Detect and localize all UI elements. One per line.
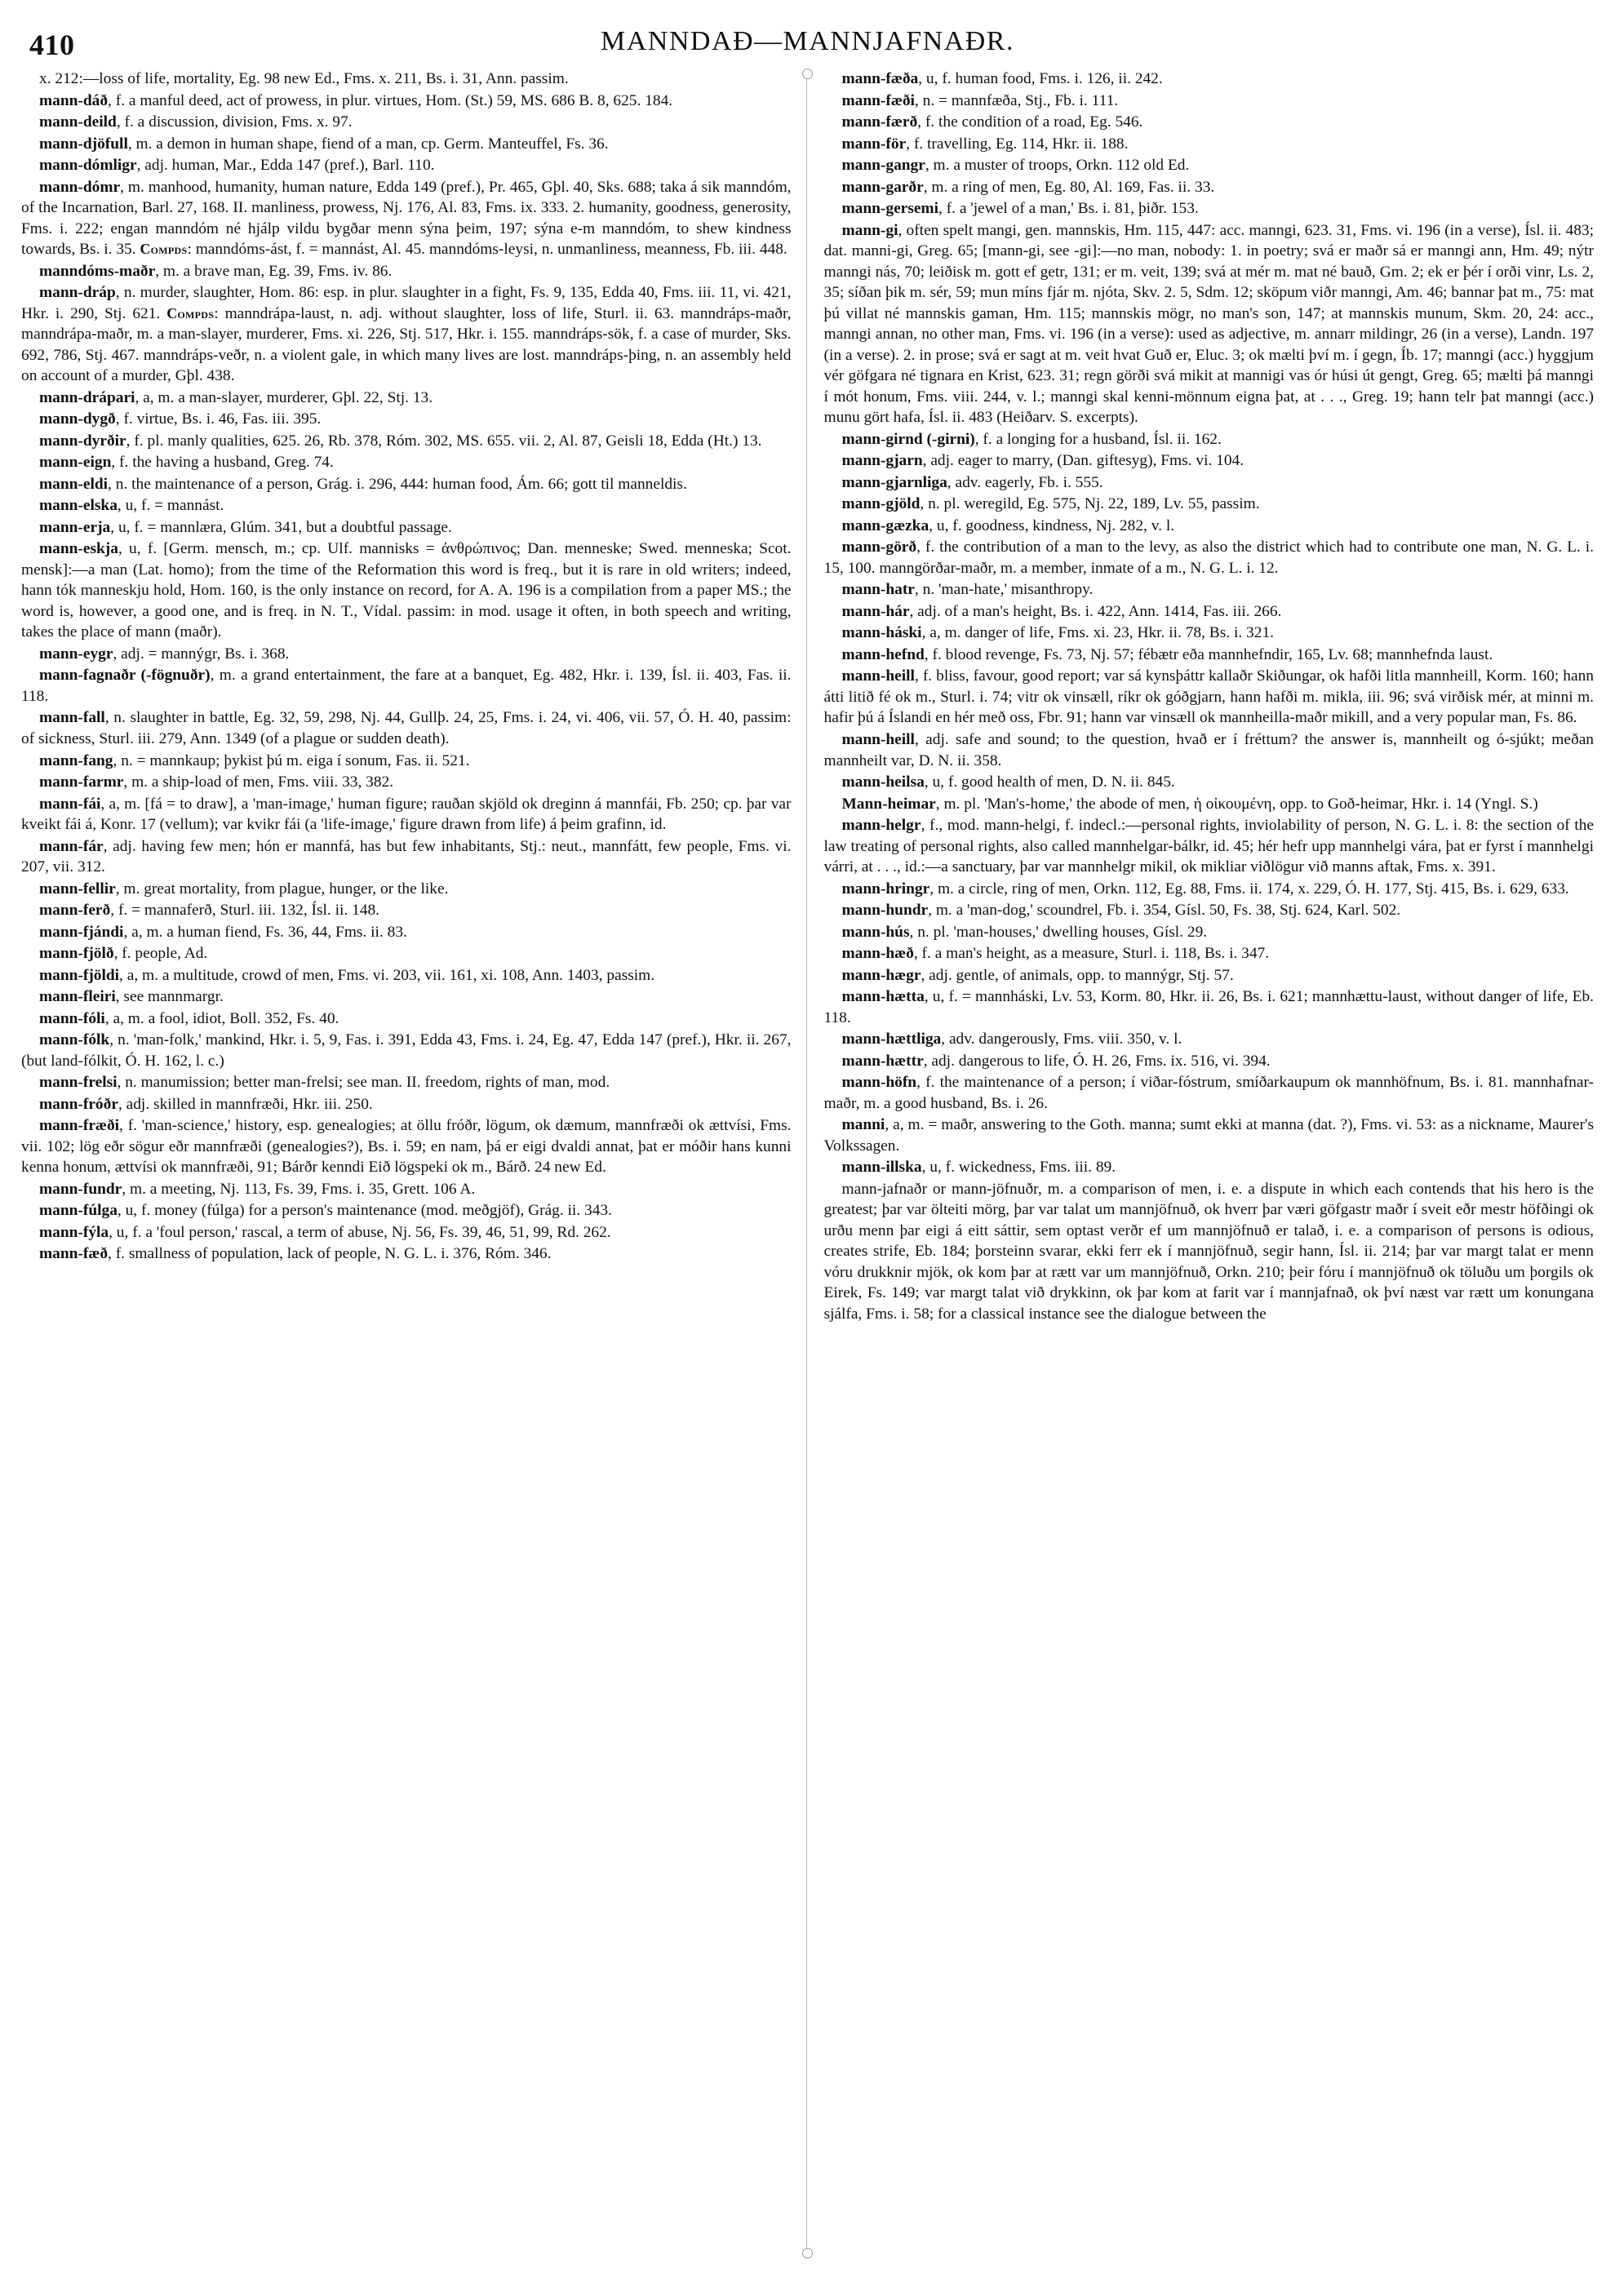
dictionary-entry: mann-hatr, n. 'man-hate,' misanthropy.	[841, 581, 1094, 599]
headword: mann-gjarn	[841, 452, 923, 470]
dictionary-entry: x. 212:—loss of life, mortality, Eg. 98 new Ed., Fms. x. 211, Bs. i. 31, Ann. passim.	[39, 70, 569, 87]
headword: mann-dyrðir	[39, 432, 126, 450]
headword: mann-fræði	[39, 1117, 120, 1135]
dictionary-entry: mann-fleiri, see mannmargr.	[39, 988, 224, 1006]
dictionary-entry: mann-hundr, m. a 'man-dog,' scoundrel, Fb. i. 354, Gísl. 50, Fs. 38, Stj. 624, Karl. 502.	[841, 902, 1401, 920]
headword: mann-fjándi	[39, 923, 124, 941]
dictionary-entry: mann-dómligr, adj. human, Mar., Edda 147 (pref.), Barl. 110.	[39, 157, 435, 175]
text-columns	[21, 69, 1594, 2272]
dictionary-entry: mann-dómr, m. manhood, humanity, human nature, Edda 149 (pref.), Pr. 465, Gþl. 40, Sks. 688; taka á sik manndóm, of the Incarnation, Barl. 27, 168. II. manliness, prowess, Nj. 176, Al. 83, Fms. ix. 333. 2. humanity, goodness, generosity, Fms. i. 222; engan manndóm né hjálp vildu bygðar menn sýna þeim, 197; sýna e-m manndóm, to shew kindness towards, Bs. i. 35. Compds: manndóms-ást, f. = mannást, Al. 45. manndóms-leysi, n. unmanliness, meanness, Fb. iii. 448.	[21, 178, 792, 259]
headword: mann-dygð	[39, 410, 116, 428]
headword: mann-fjöldi	[39, 966, 120, 984]
headword: mann-gangr	[841, 157, 925, 175]
headword: mann-eldi	[39, 475, 109, 493]
dictionary-entry: mann-deild, f. a discussion, division, Fms. x. 97.	[39, 113, 353, 131]
dictionary-entry: mann-fjöldi, a, m. a multitude, crowd of men, Fms. vi. 203, vii. 161, xi. 108, Ann. 1403, passim.	[39, 966, 655, 984]
page-header	[0, 15, 1615, 59]
headword: mann-hús	[841, 923, 910, 941]
headword: mann-dáð	[39, 91, 109, 109]
dictionary-entry: mann-dáð, f. a manful deed, act of prowess, in plur. virtues, Hom. (St.) 59, MS. 686 B. 8, 625. 184.	[39, 91, 673, 109]
headword: mann-erja	[39, 518, 111, 536]
headword: mann-girnd (-girni)	[841, 430, 975, 448]
dictionary-entry: mann-færð, f. the condition of a road, Eg. 546.	[841, 113, 1143, 131]
dictionary-entry: mann-hætta, u, f. = mannháski, Lv. 53, Korm. 80, Hkr. ii. 26, Bs. i. 621; mannhættu-laust, without danger of life, Eb. 118.	[823, 988, 1594, 1026]
dictionary-entry: mann-fagnaðr (-fögnuðr), m. a grand entertainment, the fare at a banquet, Eg. 482, Hkr. i. 139, Ísl. ii. 403, Fas. ii. 118.	[21, 667, 792, 705]
dictionary-entry: mann-fjándi, a, m. a human fiend, Fs. 36, 44, Fms. ii. 83.	[39, 923, 407, 941]
dictionary-entry: mann-fjölð, f. people, Ad.	[39, 945, 208, 963]
dictionary-entry: mann-fall, n. slaughter in battle, Eg. 32, 59, 298, Nj. 44, Gullþ. 24, 25, Fms. i. 24, vi. 406, vii. 57, Ó. H. 40, passim: of sickness, Sturl. iii. 279, Ann. 1349 (of a plague or sudden death).	[21, 709, 792, 747]
dictionary-entry: mann-fæði, n. = mannfæða, Stj., Fb. i. 111.	[841, 91, 1119, 109]
dictionary-entry: manni, a, m. = maðr, answering to the Goth. manna; sumt ekki at manna (dat. ?), Fms. vi. 53: as a nickname, Maurer's Volkssagen.	[823, 1116, 1594, 1155]
dictionary-entry: mann-hefnd, f. blood revenge, Fs. 73, Nj. 57; fébætr eða mannhefndir, 165, Lv. 68; mannhefnda laust.	[841, 645, 1493, 663]
left-column	[21, 69, 796, 2272]
headword: mann-frelsi	[39, 1074, 118, 1092]
headword: mann-för	[841, 135, 907, 153]
headword: mann-garðr	[841, 178, 924, 196]
dictionary-entry: mann-görð, f. the contribution of a man to the levy, as also the district which had to contribute one man, N. G. L. i. 15, 100. manngörðar-maðr, m. a member, inmate of a m., N. G. L. i. 12.	[823, 539, 1594, 577]
dictionary-entry: mann-elska, u, f. = mannást.	[39, 497, 224, 515]
headword: mann-deild	[39, 113, 117, 131]
dictionary-entry: mann-ferð, f. = mannaferð, Sturl. iii. 132, Ísl. ii. 148.	[39, 902, 380, 920]
dictionary-entry: manndóms-maðr, m. a brave man, Eg. 39, Fms. iv. 86.	[39, 262, 393, 280]
dictionary-entry: mann-frelsi, n. manumission; better man-frelsi; see man. II. freedom, rights of man, mod.	[39, 1074, 610, 1092]
dictionary-entry: mann-dráp, n. murder, slaughter, Hom. 86: esp. in plur. slaughter in a fight, Fs. 9, 135, Edda 40, Fms. iii. 11, vi. 421, Hkr. i. 290, Stj. 621. Compds: manndrápa-laust, n. adj. without slaughter, loss of life, Sturl. ii. 63. manndráps-maðr, manndrápa-maðr, m. a man-slayer, murderer, Fms. xi. 226, Stj. 517, Hkr. i. 155. manndráps-sök, f. a case of murder, Sks. 692, 786, Stj. 467. manndráps-veðr, n. a violent gale, in which many lives are lost. manndráps-þing, n. an assembly held on account of a murder, Gþl. 438.	[21, 284, 792, 385]
headword: mann-hætta	[841, 988, 925, 1006]
dictionary-entry: mann-fróðr, adj. skilled in mannfræði, Hkr. iii. 250.	[39, 1095, 373, 1113]
headword: mann-gjöld	[841, 495, 921, 513]
headword: mann-hættliga	[841, 1031, 942, 1048]
headword: mann-fagnaðr (-fögnuðr)	[39, 667, 211, 685]
dictionary-entry: mann-fólk, n. 'man-folk,' mankind, Hkr. i. 5, 9, Fas. i. 391, Edda 43, Fms. i. 24, Eg. 47, Edda 147 (pref.), Hkr. ii. 267, (but land-fólkit, Ó. H. 162, l. c.)	[21, 1031, 792, 1070]
dictionary-entry: mann-farmr, m. a ship-load of men, Fms. viii. 33, 382.	[39, 773, 394, 791]
dictionary-entry: mann-hægr, adj. gentle, of animals, opp. to mannýgr, Stj. 57.	[841, 966, 1234, 984]
headword: mann-fang	[39, 751, 113, 769]
dictionary-entry: mann-eign, f. the having a husband, Greg. 74.	[39, 454, 334, 472]
dictionary-entry: mann-eskja, u, f. [Germ. mensch, m.; cp. Ulf. mannisks = ἀνθρώπινος; Dan. menneske; Swed. menneska; Scot. mensk]:—a man (Lat. homo); from the time of the Reformation this word is freq., but it is rare in old writers; indeed, hann tók manneskju hold, Hom. 160, is the only instance on record, for A. A. 196 is a compilation from a paper MS.; the word is, however, a good one, and is freq. in N. T., Vídal. passim: in mod. usage it often, in both speech and writing, takes the place of mann (maðr).	[21, 540, 792, 641]
dictionary-entry: mann-fýla, u, f. a 'foul person,' rascal, a term of abuse, Nj. 56, Fs. 39, 46, 51, 99, Rd. 262.	[39, 1223, 611, 1241]
headword: mann-fólk	[39, 1031, 110, 1049]
headword: mann-háski	[841, 624, 922, 642]
headword: mann-hægr	[841, 966, 921, 984]
dictionary-entry: mann-fellir, m. great mortality, from plague, hunger, or the like.	[39, 880, 449, 898]
headword: mann-fróðr	[39, 1095, 118, 1113]
dictionary-entry: mann-hættr, adj. dangerous to life, Ó. H. 26, Fms. ix. 516, vi. 394.	[841, 1052, 1271, 1070]
headword: mann-ferð	[39, 902, 111, 920]
dictionary-entry: mann-girnd (-girni), f. a longing for a husband, Ísl. ii. 162.	[841, 430, 1222, 448]
headword: mann-dráp	[39, 284, 116, 302]
headword: mann-fái	[39, 795, 101, 813]
headword: mann-fýla	[39, 1223, 109, 1241]
dictionary-entry: mann-dyrðir, f. pl. manly qualities, 625. 26, Rb. 378, Róm. 302, MS. 655. vii. 2, Al. 87, Geisli 18, Edda (Ht.) 13.	[39, 432, 762, 450]
dictionary-entry: mann-fræði, f. 'man-science,' history, esp. genealogies; at öllu fróðr, lögum, ok dæmum, mannfræði ok ættvísi, Fms. vii. 102; lög eðr sögur eðr mannfræði (genealogies?), Bs. i. 59; en nam, þá er eigi dvaldi annat, þat er móðir hans kunni kenna honum, ættvísi ok mannfræði, 91; Bárðr kenndi Eið lögspeki ok m., Bárð. 24 new Ed.	[21, 1117, 792, 1177]
dictionary-entry: mann-fæða, u, f. human food, Fms. i. 126, ii. 242.	[841, 70, 1163, 87]
dictionary-entry: mann-dygð, f. virtue, Bs. i. 46, Fas. iii. 395.	[39, 410, 322, 428]
headword: mann-eign	[39, 454, 112, 472]
headword: mann-drápari	[39, 388, 135, 406]
headword: mann-fár	[39, 837, 104, 855]
headword: mann-heilsa	[841, 773, 925, 791]
dictionary-entry: mann-djöfull, m. a demon in human shape, fiend of a man, cp. Germ. Manteuffel, Fs. 36.	[39, 135, 609, 153]
headword: mann-dómligr	[39, 157, 137, 175]
headword: mann-fæða	[841, 70, 919, 87]
dictionary-entry: mann-gi, often spelt mangi, gen. mannskis, Hm. 115, 447: acc. manngi, 623. 31, Fms. vi. 196 (in a verse), Ísl. ii. 483; dat. manni-gi, Greg. 65; [mann-gi, see -gi]:—no man, nobody: 1. in poetry; svá er maðr sá er manngi ann, Hm. 49; nýtr manngi nás, 70; leiðisk m. gott ef getr, 131; er m. veit, 139; svá at mér m. mat né bauð, Gm. 2; ek er þér í orði vinr, Ls. 2, 35; síðan þik m. sér, 59; mun míns fjár m. njóta, Skv. 2. 5, Sdm. 12; sköpum viðr manngi, Am. 46; bannar þat m., 75: mat þú villat né mannskis gaman, Hm. 115; mannskis mögr, no man's son, 147; at mannskis munum, Skm. 20, 24: acc., manngi annan, no other man, Fms. vi. 196 (in a verse): used as adjective, m. annarr mildingr, 26 (in a verse), Landn. 197 (in a verse). 2. in prose; svá er sagt at m. veit hvat Guð er, Eluc. 3; ok mælti því m. í gegn, Íb. 17; manngi (acc.) hyggjum vér göfgara né tignara en Krist, 623. 31; regn görði svá mikit at mannigi vas ór húsi út gengt, Greg. 65; mælti þá manngi í mót honum, Fms. viii. 244, v. l.; manngi skal kenni-mönnum eigna þat, at . . ., Greg. 19; hann telr þat manngi (acc.) munu gört hafa, Ísl. ii. 483 (Heiðarv. S. excerpts).	[823, 221, 1594, 427]
right-column	[818, 69, 1595, 2272]
headword: mann-fall	[39, 709, 105, 727]
running-title: MANNDAÐ—MANNJAFNAÐR.	[601, 26, 1014, 56]
dictionary-entry: mann-fóli, a, m. a fool, idiot, Boll. 352, Fs. 40.	[39, 1009, 339, 1027]
dictionary-entry: mann-hús, n. pl. 'man-houses,' dwelling houses, Gísl. 29.	[841, 923, 1208, 941]
headword: manni	[841, 1116, 885, 1134]
dictionary-entry: mann-illska, u, f. wickedness, Fms. iii. 89.	[841, 1159, 1116, 1177]
headword: mann-dómr	[39, 178, 121, 196]
headword: mann-gi	[841, 221, 898, 239]
headword: mann-djöfull	[39, 135, 128, 153]
dictionary-entry: mann-eygr, adj. = mannýgr, Bs. i. 368.	[39, 645, 290, 663]
dictionary-entry: mann-gæzka, u, f. goodness, kindness, Nj. 282, v. l.	[841, 516, 1175, 534]
headword: mann-helgr	[841, 817, 921, 835]
headword: Mann-heimar	[841, 795, 936, 813]
dictionary-entry: mann-höfn, f. the maintenance of a person; í viðar-fóstrum, smíðarkaupum ok mannhöfnum, Bs. i. 81. mannhafnar-maðr, m. a good husband, Bs. i. 26.	[823, 1074, 1594, 1112]
dictionary-entry: mann-gjöld, n. pl. weregild, Eg. 575, Nj. 22, 189, Lv. 55, passim.	[841, 495, 1260, 513]
dictionary-entry: Mann-heimar, m. pl. 'Man's-home,' the abode of men, ἡ οἰκουμένη, opp. to Goð-heimar, Hkr. i. 14 (Yngl. S.)	[841, 795, 1538, 813]
dictionary-entry: mann-hringr, m. a circle, ring of men, Orkn. 112, Eg. 88, Fms. ii. 174, x. 229, Ó. H. 177, Stj. 415, Bs. i. 629, 633.	[841, 880, 1569, 898]
dictionary-entry: mann-garðr, m. a ring of men, Eg. 80, Al. 169, Fas. ii. 33.	[841, 178, 1215, 196]
headword: mann-hringr	[841, 880, 930, 898]
dictionary-entry: mann-fár, adj. having few men; hón er mannfá, has but few inhabitants, Stj.: neut., mannfátt, few people, Fms. vi. 207, vii. 312.	[21, 837, 792, 876]
headword: mann-gersemi	[841, 200, 938, 218]
headword: mann-fæði	[841, 91, 915, 109]
headword: mann-fæð	[39, 1245, 109, 1263]
dictionary-entry: mann-gersemi, f. a 'jewel of a man,' Bs. i. 81, þiðr. 153.	[841, 200, 1199, 218]
dictionary-entry: mann-erja, u, f. = mannlæra, Glúm. 341, but a doubtful passage.	[39, 518, 452, 536]
headword: mann-fellir	[39, 880, 116, 898]
dictionary-entry: mann-hár, adj. of a man's height, Bs. i. 422, Ann. 1414, Fas. iii. 266.	[841, 602, 1282, 620]
dictionary-entry: mann-hæð, f. a man's height, as a measure, Sturl. i. 118, Bs. i. 347.	[841, 945, 1270, 963]
headword: mann-farmr	[39, 773, 124, 791]
dictionary-entry: mann-fang, n. = mannkaup; þykist þú m. eiga í sonum, Fas. ii. 521.	[39, 751, 470, 769]
dictionary-entry: mann-heill, f. bliss, favour, good report; var sá kynsþáttr kallaðr Skiðungar, ok hafði litla mannheill, Korm. 160; hann átti litið fé ok m., Sturl. i. 74; vitr ok vinsæll, ríkr ok góðgjarn, hann hafði m. mikla, iii. 96; svá virðisk mér, at minni m. hafir þú á Íslandi en hér með oss, Fbr. 91; hann var vinsæll ok mannheilla-maðr mikill, and a very popular man, Fs. 86.	[823, 667, 1594, 727]
dictionary-entry: mann-helgr, f., mod. mann-helgi, f. indecl.:—personal rights, inviolability of person, N. G. L. i. 8: the section of the law treating of personal rights, also called mannhelgar-bálkr, id. 45; hér hefr upp mannhelgi vára, þat er fyrst í mannhelgi várri, at . . ., id.:—a sanctuary, þar var mannhelgr mikil, ok mikliar viðlögur við manns aftak, Fms. x. 391.	[823, 817, 1594, 876]
headword: mann-gæzka	[841, 516, 930, 534]
dictionary-entry: mann-eldi, n. the maintenance of a person, Grág. i. 296, 444: human food, Ám. 66; gott til manneldis.	[39, 475, 687, 493]
headword: mann-fundr	[39, 1180, 122, 1198]
dictionary-entry: mann-fæð, f. smallness of population, lack of people, N. G. L. i. 376, Róm. 346.	[39, 1245, 552, 1263]
headword: mann-illska	[841, 1159, 922, 1177]
headword: mann-gjarnliga	[841, 473, 947, 491]
dictionary-entry: mann-för, f. travelling, Eg. 114, Hkr. ii. 188.	[841, 135, 1129, 153]
headword: mann-görð	[841, 539, 917, 556]
headword: mann-fóli	[39, 1009, 105, 1027]
headword: mann-færð	[841, 113, 918, 131]
dictionary-entry: mann-fundr, m. a meeting, Nj. 113, Fs. 39, Fms. i. 35, Grett. 106 A.	[39, 1180, 476, 1198]
headword: mann-höfn	[841, 1074, 917, 1092]
dictionary-entry: mann-fúlga, u, f. money (fúlga) for a person's maintenance (mod. meðgjöf), Grág. ii. 343.	[39, 1202, 612, 1220]
compounds-label: Compds	[166, 304, 215, 321]
dictionary-entry: mann-heill, adj. safe and sound; to the question, hvað er í fréttum? the answer is, mannheilt og ó-sjúkt; meðan mannheilt var, D. N. ii. 358.	[823, 730, 1594, 769]
dictionary-entry: mann-háski, a, m. danger of life, Fms. xi. 23, Hkr. ii. 78, Bs. i. 321.	[841, 624, 1274, 642]
dictionary-entry: mann-jafnaðr or mann-jöfnuðr, m. a comparison of men, i. e. a dispute in which each contends that his hero is the greatest; þar var ölteiti mörg, þar var talat um mannjöfnuð, ok hverr þar væri göfgastr maðr í sveit eðr mestr höfðingi ok urðu menn þar eigi á eitt sáttir, sem optast verðr ef um mannjöfnuð er talað, i. e. a comparison of persons is odious, creates strife, Eb. 184; þorsteinn svarar, ekki ferr ek í mannjöfnuð, segir hann, Ísl. ii. 214; þar var margt talat er menn vóru drukknir mjök, ok kom þar at rætt var um mannjöfnuð, Orkn. 210; þeir fóru í mannjöfnuð ok töluðu um þorgils ok Eirek, Fs. 149; var margt talat við drykkinn, ok þar kom at farit var í mannjafnað, ok því næst var rætt um konungana sjálfa, Fms. i. 58; for a classical instance see the dialogue between the	[823, 1180, 1594, 1323]
headword: mann-eskja	[39, 540, 118, 558]
dictionary-entry: mann-drápari, a, m. a man-slayer, murderer, Gþl. 22, Stj. 13.	[39, 388, 433, 406]
headword: mann-hættr	[841, 1052, 924, 1070]
headword: mann-hæð	[841, 945, 914, 963]
headword: mann-eygr	[39, 645, 113, 663]
dictionary-entry: mann-gjarn, adj. eager to marry, (Dan. giftesyg), Fms. vi. 104.	[841, 452, 1245, 470]
headword: mann-fleiri	[39, 988, 116, 1006]
headword: mann-fjölð	[39, 945, 114, 963]
headword: mann-elska	[39, 497, 118, 515]
headword: mann-fúlga	[39, 1202, 118, 1220]
headword: manndóms-maðr	[39, 262, 156, 280]
dictionary-entry: mann-gjarnliga, adv. eagerly, Fb. i. 555.	[841, 473, 1103, 491]
dictionary-entry: mann-hættliga, adv. dangerously, Fms. viii. 350, v. l.	[841, 1031, 1182, 1048]
headword: mann-hatr	[841, 581, 915, 599]
page-number: 410	[29, 29, 75, 61]
dictionary-entry: mann-heilsa, u, f. good health of men, D. N. ii. 845.	[841, 773, 1175, 791]
dictionary-entry: mann-fái, a, m. [fá = to draw], a 'man-image,' human figure; rauðan skjöld ok dreginn á mannfái, Fb. 250; cp. þar var kveikt fái á, Konr. 17 (vellum); var kvikr fái (a 'life-image,' figure drawn from life) á þeim grafinn, id.	[21, 795, 792, 834]
dictionary-entry: mann-gangr, m. a muster of troops, Orkn. 112 old Ed.	[841, 157, 1190, 175]
headword: mann-heill	[841, 730, 915, 748]
headword: mann-hefnd	[841, 645, 925, 663]
headword: mann-hundr	[841, 902, 929, 920]
headword: mann-hár	[841, 602, 910, 620]
headword: mann-heill	[841, 667, 915, 685]
compounds-label: Compds	[140, 241, 188, 258]
